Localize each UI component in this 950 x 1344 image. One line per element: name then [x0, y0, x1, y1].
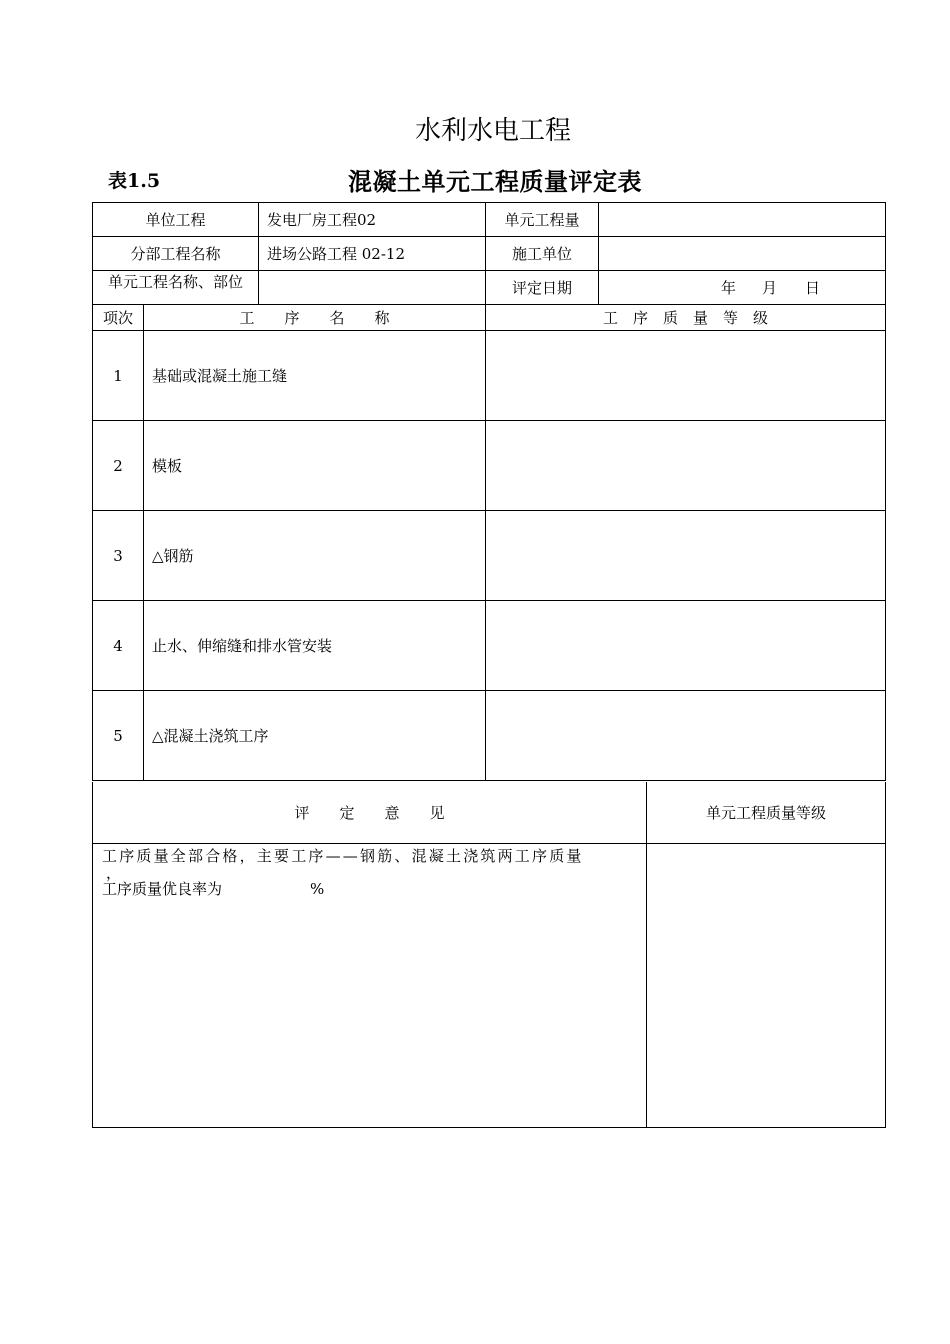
- item-no: 1: [93, 331, 144, 421]
- item-no: 3: [93, 511, 144, 601]
- division-label: 分部工程名称: [93, 237, 259, 271]
- table-row: [93, 691, 886, 781]
- item-grade[interactable]: [486, 511, 886, 601]
- unit-quality-grade-value[interactable]: [647, 843, 886, 1127]
- item-grade[interactable]: [486, 601, 886, 691]
- assessment-table: [92, 782, 886, 1128]
- unit-quantity-value[interactable]: [599, 203, 886, 237]
- item-grade[interactable]: [486, 691, 886, 781]
- item-grade[interactable]: [486, 331, 886, 421]
- date-month: 月: [762, 279, 778, 297]
- table-row: [93, 421, 886, 511]
- percent-sign: %: [310, 879, 325, 898]
- opinion-line-2: ，: [106, 863, 124, 882]
- element-name-label: 单元工程名称、部位: [107, 273, 243, 291]
- item-name: 止水、伸缩缝和排水管安装: [144, 601, 486, 691]
- opinion-line-3: [102, 881, 638, 898]
- contractor-value[interactable]: [599, 237, 886, 271]
- main-title: 水利水电工程: [414, 116, 571, 146]
- unit-project-value[interactable]: 发电厂房工程02: [259, 203, 486, 237]
- item-no: 2: [93, 421, 144, 511]
- table-row: [93, 511, 886, 601]
- date-day: 日: [805, 279, 821, 297]
- opinion-content[interactable]: [93, 843, 647, 1127]
- excellence-rate-label: 工序质量优良率为: [102, 879, 223, 898]
- item-name: △钢筋: [144, 511, 486, 601]
- col-header-grade: 工 序 质 量 等 级: [486, 305, 886, 331]
- item-name: △混凝土浇筑工序: [144, 691, 486, 781]
- date-year: 年: [721, 279, 737, 297]
- opinion-line-1: 工序质量全部合格，主要工序——钢筋、混凝土浇筑两工序质量: [102, 846, 584, 865]
- table-row: [93, 331, 886, 421]
- item-no: 5: [93, 691, 144, 781]
- item-name: 模板: [144, 421, 486, 511]
- col-header-name: 工 序 名 称: [144, 305, 486, 331]
- eval-date-label: 评定日期: [486, 271, 599, 305]
- item-no: 4: [93, 601, 144, 691]
- process-items-table: [92, 304, 886, 781]
- unit-project-label: 单位工程: [93, 203, 259, 237]
- division-value[interactable]: 进场公路工程 02-12: [259, 237, 486, 271]
- form-title: 混凝土单元工程质量评定表: [348, 167, 642, 196]
- table-row: [93, 601, 886, 691]
- col-header-no: 项次: [93, 305, 144, 331]
- form-number: 表1.5: [108, 170, 161, 192]
- item-grade[interactable]: [486, 421, 886, 511]
- info-table: [92, 202, 886, 305]
- contractor-label: 施工单位: [486, 237, 599, 271]
- unit-quantity-label: 单元工程量: [486, 203, 599, 237]
- element-name-value[interactable]: [259, 271, 486, 305]
- eval-date-value[interactable]: [599, 271, 886, 305]
- grade-header: 单元工程质量等级: [647, 782, 886, 843]
- opinion-header: 评 定 意 见: [93, 782, 647, 843]
- item-name: 基础或混凝土施工缝: [144, 331, 486, 421]
- element-name-label-cell: [93, 271, 259, 305]
